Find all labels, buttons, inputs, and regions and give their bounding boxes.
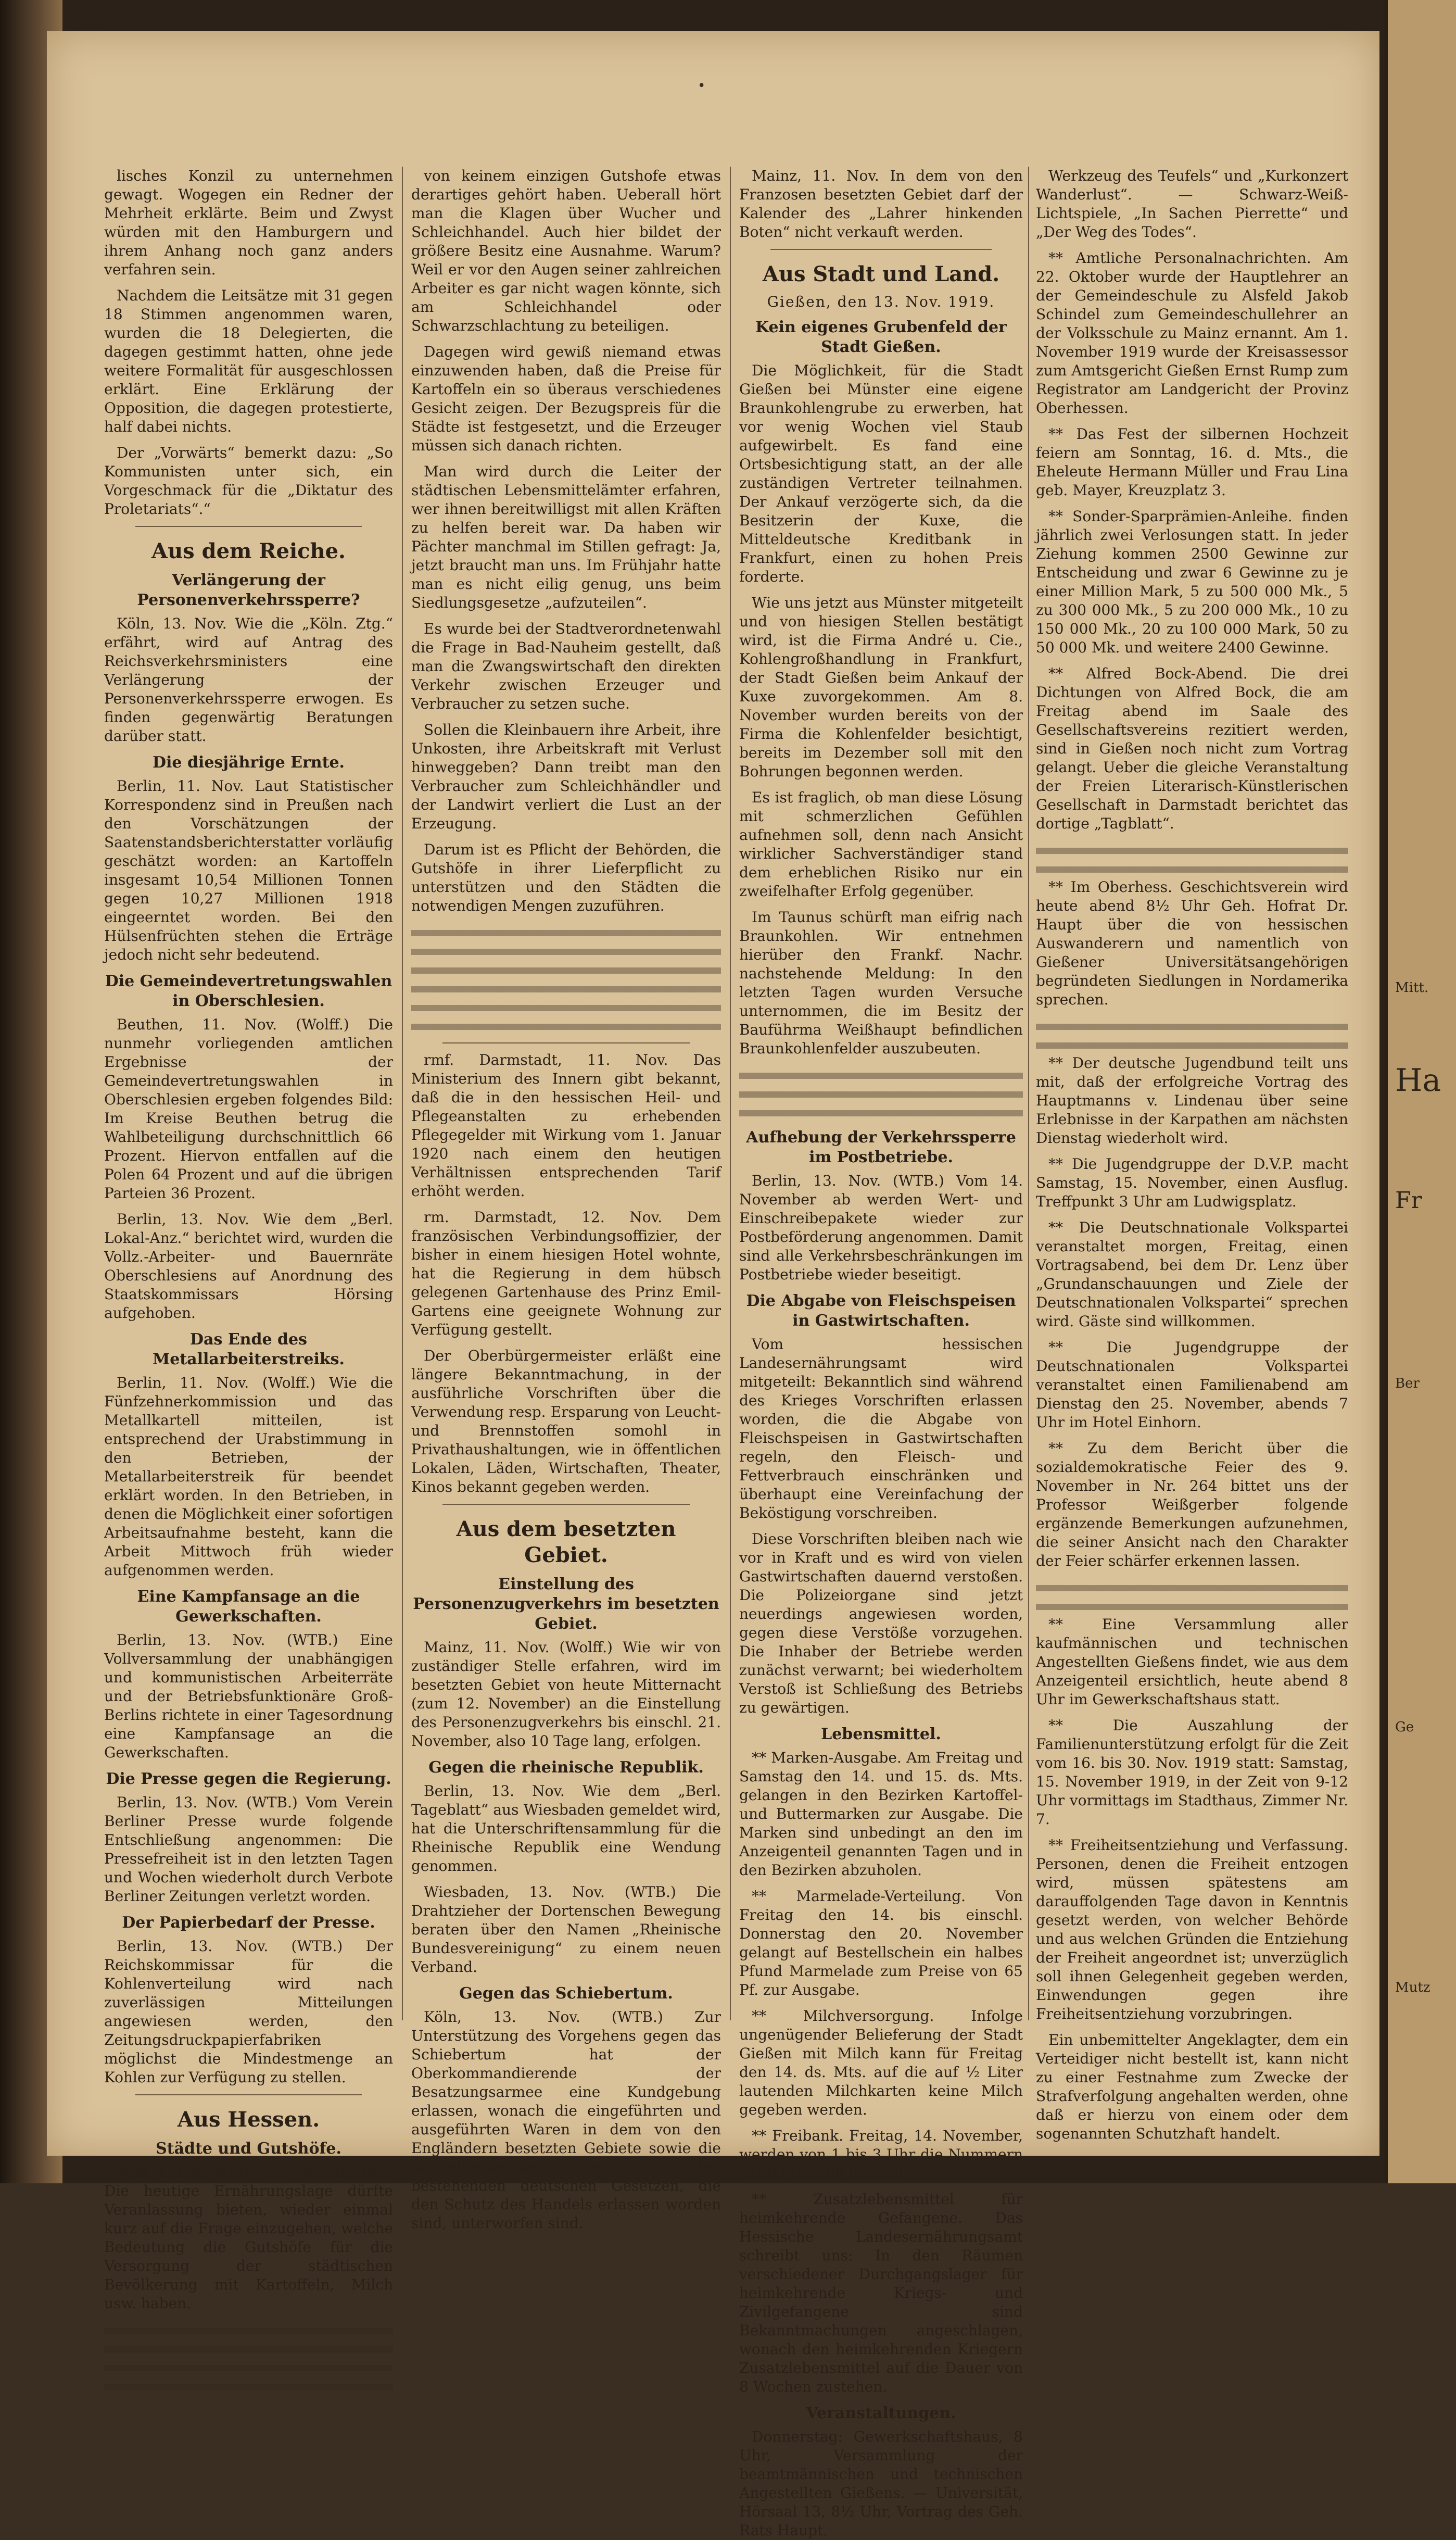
- illegible-text: [104, 2358, 393, 2376]
- article-text: ** Die Auszahlung der Familienunterstützung erfolgt für die Zeit vom 16. bis 30. Nov. 1919 statt: Samstag, 15. November 1919, in der Zeit von 9-12 Uhr vormittags im Stadthaus, Zimmer Nr. 7.: [1036, 1717, 1348, 1828]
- adjacent-page-fragment: Fr: [1395, 1187, 1422, 1214]
- adjacent-page-edge: [1385, 0, 1456, 2183]
- section-heading: Aus dem besetzten Gebiet.: [456, 1517, 676, 1567]
- article-text: Mainz, 11. Nov. In dem von den Franzosen besetzten Gebiet darf der Kalender des „Lahrer hinkenden Boten“ nicht verkauft werden.: [739, 167, 1023, 241]
- adjacent-page-fragment: Mitt.: [1395, 980, 1429, 996]
- article-heading: Die diesjährige Ernte.: [153, 753, 345, 772]
- article-heading: Gegen die rheinische Republik.: [428, 1758, 704, 1777]
- article-text: Wiesbaden, 13. Nov. (WTB.) Die Drahtzieher der Dortenschen Bewegung beraten über den Namen „Rheinische Bundesvereinigung“ zu einem neuen Verband.: [411, 1883, 721, 1976]
- illegible-text: [104, 2320, 393, 2339]
- article-heading: Lebensmittel.: [821, 1725, 941, 1743]
- separator: [442, 1042, 690, 1043]
- article-heading: Aufhebung der Verkehrssperre im Postbetriebe.: [746, 1128, 1016, 1166]
- dateline: Gießen, den 13. Nov. 1919.: [767, 293, 995, 310]
- article-text: Donnerstag: Gewerkschaftshaus, 8 Uhr, Versammlung der beamtmännischen und technischen Angestellten Gießens. — Universität, Hörsaal 13, 8½ Uhr, Vortrag des Geh. Rats Haupt.: [739, 2428, 1023, 2539]
- article-heading: Eine Kampfansage an die Gewerkschaften.: [137, 1588, 360, 1626]
- article-text: Wie uns jetzt aus Münster mitgeteilt und von hiesigen Stellen bestätigt wird, ist die Firma André u. Cie., Kohlengroßhandlung in Frankfurt, der Stadt Gießen beim Ankauf der Kuxe zuvorgekommen. Am 8. November wurden bereits von der Firma die Kohlenfelder besichtigt, bereits im Dezember soll mit den Bohrungen begonnen werden.: [739, 594, 1023, 780]
- column-rule: [730, 167, 731, 2020]
- separator: [770, 249, 992, 250]
- article-text: ** Im Oberhess. Geschichtsverein wird heute abend 8½ Uhr Geh. Hofrat Dr. Haupt über die von hessischen Auswanderern und namentlich von Gießener Universitätsangehörigen begründeten Siedlungen in Nordamerika sprechen.: [1036, 878, 1348, 1008]
- adjacent-page-fragment: Ber: [1395, 1376, 1420, 1391]
- adjacent-page-fragment: Ge: [1395, 1719, 1414, 1735]
- article-heading: Die Abgabe von Fleischspeisen in Gastwirtschaften.: [746, 1292, 1016, 1330]
- article-text: lisches Konzil zu unternehmen gewagt. Wogegen ein Redner der Mehrheit erklärte. Beim und Zwyst würden mit den Hamburgern und ihrem Anhang noch ganz anders verfahren sein.: [104, 167, 393, 278]
- article-text: Beuthen, 11. Nov. (Wolff.) Die nunmehr vorliegenden amtlichen Ergebnisse der Gemeindevertretungswahlen in Oberschlesien ergeben folgendes Bild: Im Kreise Beuthen betrug die Wahlbeteiligung durchschnittlich 66 Prozent. Hiervon entfallen auf die Polen 64 Prozent und auf die übrigen Parteien 36 Prozent.: [104, 1016, 393, 1202]
- article-text: Diese Vorschriften bleiben nach wie vor in Kraft und es wird von vielen Gastwirtschaften dauernd verstoßen. Die Polizeiorgane sind jetzt neuerdings angewiesen worden, gegen diese Verstöße vorzugehen. Die Inhaber der Betriebe werden zunächst verwarnt; bei wiederholtem Verstoß ist Schließung des Betriebs zu gewärtigen.: [739, 1530, 1023, 1716]
- article-text: rm. Darmstadt, 12. Nov. Dem französischen Verbindungsoffizier, der bisher in einem hiesigen Hotel wohnte, hat die Regierung in dem hübsch gelegenen Gartenhause des Prinz Emil-Gartens eine geeignete Wohnung zur Verfügung gestellt.: [411, 1209, 721, 1338]
- section-heading: Aus Hessen.: [177, 2107, 320, 2132]
- illegible-text: [411, 979, 721, 998]
- article-heading: Kein eigenes Grubenfeld der Stadt Gießen.: [755, 318, 1007, 356]
- illegible-text: [739, 1103, 1023, 1122]
- article-text: ** Eine Versammlung aller kaufmännischen und technischen Angestellten Gießens findet, wie aus dem Anzeigenteil ersichtlich, heute abend 8 Uhr im Gewerkschaftshaus statt.: [1036, 1616, 1348, 1708]
- illegible-text: [411, 941, 721, 960]
- article-text: ** Zusatzlebensmittel für heimkehrende Gefangene. Das Hessische Landesernährungsamt schreibt uns: In den Räumen verschiedener Durchgangslager für heimkehrende Kriegs- und Zivilgefangene sind Bekanntmachungen angeschlagen, wonach den heimkehrenden Kriegern Zusatzlebensmittel auf die Dauer von 8 Wochen zustehen.: [739, 2191, 1023, 2395]
- article-text: ** Alfred Bock-Abend. Die drei Dichtungen von Alfred Bock, die am Freitag abend im Saale des Gesellschaftsvereins rezitiert werden, sind in Gießen noch nicht zum Vortrag gelangt. Ueber die gleiche Veranstaltung der Freien Literarisch-Künstlerischen Gesellschaft in Darmstadt berichtet das dortige „Tagblatt“.: [1036, 665, 1348, 832]
- article-text: ** Amtliche Personalnachrichten. Am 22. Oktober wurde der Hauptlehrer an der Gemeindeschule zu Alsfeld Jakob Schindel zum Gemeindeschullehrer an der Volksschule zu Mainz ernannt. Am 1. November 1919 wurde der Kreisassessor zum Amtsgericht Gießen Ernst Rump zum Registrator am Landgericht der Provinz Oberhessen.: [1036, 249, 1348, 417]
- article-text: Darum ist es Pflicht der Behörden, die Gutshöfe in ihrer Lieferpflicht zu unterstützen und den Städten die notwendigen Mengen zuzuführen.: [411, 841, 721, 914]
- article-heading: Das Ende des Metallarbeiterstreiks.: [153, 1330, 345, 1368]
- illegible-text: [411, 960, 721, 979]
- article-text: ** Freibank. Freitag, 14. November, werden von 1 bis 3 Uhr die Nummern 3150 bis 3200 bedient.: [739, 2127, 1023, 2182]
- article-text: Berlin, 11. Nov. (Wolff.) Wie die Fünfzehnerkommission und das Metallkartell mitteilen, ist entsprechend der Urabstimmung in den Betrieben, der Metallarbeiterstreik für beendet erklärt worden. In den Betrieben, in denen die Möglichkeit einer sofortigen Arbeitsaufnahme besteht, kann die Arbeit Mittwoch früh wieder aufgenommen werden.: [104, 1374, 393, 1579]
- article-text: ** Das Fest der silbernen Hochzeit feiern am Sonntag, 16. d. Mts., die Eheleute Hermann Müller und Frau Lina geb. Mayer, Kreuzplatz 3.: [1036, 425, 1348, 499]
- article-text: Vom hessischen Landesernährungsamt wird mitgeteilt: Bekanntlich sind während des Krieges Vorschriften erlassen worden, die die Abgabe von Fleischspeisen in Gastwirtschaften regeln, den Fleisch- und Fettverbrauch einschränken und überhaupt eine Vereinfachung der Beköstigung vorschreiben.: [739, 1336, 1023, 1522]
- article-text: ** Freiheitsentziehung und Verfassung. Personen, denen die Freiheit entzogen wird, müssen spätestens am darauffolgenden Tage davon in Kenntnis gesetzt werden, von welcher Behörde und aus welchen Gründen die Entziehung der Freiheit angeordnet ist; unverzüglich soll ihnen Gelegenheit gegeben werden, Einwendungen gegen ihre Freiheitsentziehung vorzubringen.: [1036, 1837, 1348, 2022]
- article-heading: Die Gemeindevertretungswahlen in Oberschlesien.: [105, 972, 393, 1010]
- article-text: Mainz, 11. Nov. (Wolff.) Wie wir von zuständiger Stelle erfahren, wird im besetzten Gebiet von heute Mitternacht (zum 12. November) an die Einstellung des Personenzugverkehrs bis einschl. 21. November, also 10 Tage lang, erfolgen.: [411, 1639, 721, 1750]
- article-text: Im Taunus schürft man eifrig nach Braunkohlen. Wir entnehmen hierüber den Frankf. Nachr. nachstehende Meldung: In den letzten Tagen wurden Versuche unternommen, die im Besitz der Bauführma Weißhaupt befindlichen Braunkohlenfelder auszubeuten.: [739, 909, 1023, 1057]
- article-text: Köln, 13. Nov. (WTB.) Zur Unterstützung des Vorgehens gegen das Schiebertum hat der Oberkommandierende der Besatzungsarmee eine Kundgebung erlassen, wonach die eingeführten und ausgeführten Waren in dem von den Engländern besetzten Gebiete sowie die handeltreibenden Personen den bestehenden deutschen Gesetzen, die den Schutz des Handels erlassen worden sind, unterworfen sind.: [411, 2008, 721, 2232]
- article-text: Man wird durch die Leiter der städtischen Lebensmittelämter erfahren, wer ihnen bereitwilligst mit allen Kräften zu helfen bereit war. Da haben wir Pächter manchmal im Stillen gefragt: Ja, jetzt braucht man uns. Im Frühjahr hatte man es nicht eilig genug, uns beim Siedlungsgesetze „aufzuteilen“.: [411, 463, 721, 611]
- article-text: ** Sonder-Sparprämien-Anleihe. finden jährlich zwei Verlosungen statt. In jeder Ziehung kommen 2500 Gewinne zur Entscheidung und zwar 6 Gewinne zu je einer Million Mark, 5 zu 500 000 Mk., 5 zu 300 000 Mk., 5 zu 200 000 Mk., 10 zu 150 000 Mk., 20 zu 100 000 Mark, 50 zu 50 000 Mk. und weitere 2400 Gewinne.: [1036, 508, 1348, 656]
- article-text: Berlin, 13. Nov. (WTB.) Vom 14. November ab werden Wert- und Einschreibepakete wieder zur Postbeförderung angenommen. Damit sind alle Verkehrsbeschränkungen im Postbetriebe wieder beseitigt.: [739, 1172, 1023, 1283]
- article-heading: Einstellung des Personenzugverkehrs im besetzten Gebiet.: [413, 1575, 719, 1633]
- article-heading: Der Papierbedarf der Presse.: [122, 1914, 375, 1932]
- illegible-text: [411, 1016, 721, 1035]
- column-3: [739, 167, 1023, 2539]
- illegible-text: [739, 1084, 1023, 1103]
- article-text: Es ist fraglich, ob man diese Lösung mit schmerzlichen Gefühlen aufnehmen soll, denn nach Ansicht wirklicher Sachverständiger stand dem erheblichen Risiko nur ein zweifelhafter Erfolg gegenüber.: [739, 789, 1023, 900]
- article-text: Berlin, 13. Nov. (WTB.) Vom Verein Berliner Presse wurde folgende Entschließung angenommen: Die Pressefreiheit ist in den letzten Tagen und Wochen wiederholt durch Verbote Berliner Zeitungen verletzt worden.: [104, 1794, 393, 1905]
- article-heading: Städte und Gutshöfe.: [156, 2140, 341, 2158]
- article-text: Der „Vorwärts“ bemerkt dazu: „So Kommunisten unter sich, ein Vorgeschmack für die „Diktatur des Proletariats“.“: [104, 444, 393, 518]
- article-heading: Verlängerung der Personenverkehrssperre?: [137, 571, 360, 609]
- column-4: [1036, 167, 1348, 2142]
- article-text: ** Die Jugendgruppe der Deutschnationalen Volkspartei veranstaltet einen Familienabend am Dienstag den 25. November, abends 7 Uhr im Hotel Einhorn.: [1036, 1339, 1348, 1431]
- article-text: ** Milchversorgung. Infolge ungenügender Belieferung der Stadt Gießen mit Milch kann für Freitag den 14. ds. Mts. auf die auf ½ Liter lautenden Milchkarten keine Milch gegeben werden.: [739, 2007, 1023, 2118]
- article-text: Werkzeug des Teufels“ und „Kurkonzert Wanderlust“. — Schwarz-Weiß-Lichtspiele, „In Sachen Pierrette“ und „Der Weg des Todes“.: [1036, 167, 1348, 241]
- column-1: [104, 167, 393, 2312]
- illegible-text: [1036, 840, 1348, 859]
- article-text: Der Oberbürgermeister erläßt eine längere Bekanntmachung, in der ausführliche Vorschriften über die Verwendung resp. Ersparung von Leucht- und Brennstoffen somohl in Privathaushaltungen, wie in öffentlichen Lokalen, Läden, Wirtschaften, Theater, Kinos bekannt gegeben werden.: [411, 1347, 721, 1495]
- article-text: Ein unbemittelter Angeklagter, dem ein Verteidiger nicht bestellt ist, kann nicht zu einer Festnahme zum Zwecke der Strafverfolgung angehalten werden, ohne daß er hierzu von einem oder dem sogenannten Schutzhaft handelt.: [1036, 2031, 1348, 2142]
- column-2: [411, 167, 721, 2232]
- article-text: Berlin, 13. Nov. (WTB.) Der Reichskommissar für die Kohlenverteilung wird nach zuverlässigen Mitteilungen angewiesen werden, den Zeitungsdruckpapierfabriken möglichst die Mindestmenge an Kohlen zur Verfügung zu stellen.: [104, 1938, 393, 2086]
- article-text: Es wurde bei der Stadtverordnetenwahl die Frage in Bad-Nauheim gestellt, daß man die Zwangswirtschaft den direkten Verkehr zwischen Erzeuger und Verbraucher zu setzen suche.: [411, 620, 721, 712]
- section-heading: Aus dem Reiche.: [151, 539, 346, 563]
- article-text: Köln, 13. Nov. Wie die „Köln. Ztg.“ erfährt, wird auf Antrag des Reichsverkehrsministers eine Verlängerung der Personenverkehrssperre erwogen. Es finden gegenwärtig Beratungen darüber statt.: [104, 615, 393, 745]
- illegible-text: [411, 923, 721, 941]
- article-text: ** Die Jugendgruppe der D.V.P. macht Samstag, 15. November, einen Ausflug. Treffpunkt 3 Uhr am Ludwigsplatz.: [1036, 1155, 1348, 1210]
- illegible-text: [1036, 1035, 1348, 1054]
- article-text: Berlin, 13. Nov. Wie dem „Berl. Tageblatt“ aus Wiesbaden gemeldet wird, hat die Unterschriftensammlung für die Rheinische Republik eine Wendung genommen.: [411, 1782, 721, 1875]
- illegible-text: [104, 2376, 393, 2395]
- adjacent-page-fragment: Ha: [1395, 1062, 1441, 1099]
- illegible-text: [1036, 859, 1348, 878]
- article-text: von keinem einzigen Gutshofe etwas derartiges gehört haben. Ueberall hört man die Klagen über Wucher und Schleichhandel. Auch hier bildet der größere Besitz eine Ausnahme. Warum? Weil er vor den Augen seiner zahlreichen Arbeiter es gar nicht wagen könnte, sich am Schleichhandel oder Schwarzschlachtung zu beteiligen.: [411, 167, 721, 334]
- article-text: rmf. Darmstadt, 11. Nov. Das Ministerium des Innern gibt bekannt, daß die in den hessischen Heil- und Pflegeanstalten zu erhebenden Pflegegelder mit Wirkung vom 1. Januar 1920 nach einem den heutigen Verhältnissen entsprechenden Tarif erhöht werden.: [411, 1051, 721, 1200]
- illegible-text: [739, 1065, 1023, 1084]
- illegible-text: [104, 2339, 393, 2358]
- article-text: Dagegen wird gewiß niemand etwas einzuwenden haben, daß die Preise für Kartoffeln ein so überaus verschiedenes Gesicht zeigen. Der Bezugspreis für die Städte ist festgesetzt, und die Erzeuger müssen sich danach richten.: [411, 343, 721, 454]
- article-text: ** Marmelade-Verteilung. Von Freitag den 14. bis einschl. Donnerstag den 20. November gelangt auf Bestellschein ein halbes Pfund Marmelade zum Preise von 65 Pf. zur Ausgabe.: [739, 1888, 1023, 1998]
- separator: [135, 2094, 362, 2095]
- article-heading: Gegen das Schiebertum.: [459, 1984, 673, 2003]
- column-rule: [1028, 167, 1029, 2020]
- adjacent-page-fragment: Mutz: [1395, 1980, 1430, 1995]
- section-heading: Aus Stadt und Land.: [762, 262, 1000, 286]
- article-heading: Die Presse gegen die Regierung.: [106, 1770, 391, 1788]
- page-marker: •: [698, 78, 706, 94]
- article-text: Die Möglichkeit, für die Stadt Gießen bei Münster eine eigene Braunkohlengrube zu erwerben, hat vor wenig Wochen viel Staub aufgewirbelt. Es fand eine Ortsbesichtigung statt, an der alle zuständigen Vertreter teilnahmen. Der Ankauf verzögerte sich, da die Besitzerin der Kuxe, die Mitteldeutsche Kreditbank in Frankfurt, einen zu hohen Preis forderte.: [739, 362, 1023, 585]
- article-text: ** Marken-Ausgabe. Am Freitag und Samstag den 14. und 15. ds. Mts. gelangen in den Bezirken Kartoffel- und Buttermarken zur Ausgabe. Die Marken sind unbedingt an den im Anzeigenteil genannten Tagen und in den Bezirken abzuholen.: [739, 1749, 1023, 1879]
- article-text: Berlin, 11. Nov. Laut Statistischer Korrespondenz sind in Preußen nach den Vorschätzungen der Saatenstandsberichterstatter vorläufig geschätzt worden: an Kartoffeln insgesamt 10,54 Millionen Tonnen gegen 10,27 Millionen 1918 eingeerntet worden. Bei den Hülsenfrüchten stehen die Erträge jedoch nicht sehr bedeutend.: [104, 777, 393, 963]
- article-text: Vom Lande wird uns geschrieben: Die heutige Ernährungslage dürfte Veranlassung bieten, wieder einmal kurz auf die Frage einzugehen, welche Bedeutung die Gutshöfe für die Versorgung der städtischen Bevölkerung mit Kartoffeln, Milch usw. haben.: [104, 2164, 393, 2312]
- article-text: ** Zu dem Bericht über die sozialdemokratische Feier des 9. November in Nr. 264 bittet uns der Professor Weißgerber folgende ergänzende Bemerkungen aufzunehmen, die seiner Ansicht nach den Charakter der Feier schärfer erkennen lassen.: [1036, 1440, 1348, 1569]
- illegible-text: [1036, 1016, 1348, 1035]
- separator: [135, 526, 362, 527]
- article-text: Sollen die Kleinbauern ihre Arbeit, ihre Unkosten, ihre Arbeitskraft mit Verlust hinweggeben? Dann treibt man den Verbraucher zum Schleichhändler und der Landwirt verliert die Lust an der Erzeugung.: [411, 721, 721, 832]
- illegible-text: [1036, 1596, 1348, 1615]
- article-heading: Veranstaltungen.: [806, 2404, 956, 2422]
- article-text: Berlin, 13. Nov. Wie dem „Berl. Lokal-Anz.“ berichtet wird, wurden die Vollz.-Arbeiter- und Bauernräte Oberschlesiens auf Anordnung des Staatskommissars Hörsing aufgehoben.: [104, 1211, 393, 1322]
- illegible-text: [411, 998, 721, 1016]
- illegible-text: [1036, 1578, 1348, 1596]
- article-text: Berlin, 13. Nov. (WTB.) Eine Vollversammlung der unabhängigen und kommunistischen Arbeiterräte und der Betriebsfunktionäre Groß-Berlins richtete in einer Tagesordnung eine Kampfansage an die Gewerkschaften.: [104, 1631, 393, 1761]
- separator: [442, 1504, 690, 1505]
- column-rule: [402, 167, 403, 2020]
- article-text: Nachdem die Leitsätze mit 31 gegen 18 Stimmen angenommen waren, wurden die 18 Delegierten, die dagegen gestimmt hatten, ohne jede weitere Formalität für ausgeschlossen erklärt. Eine Erklärung der Opposition, die dagegen protestierte, half dabei nichts.: [104, 287, 393, 435]
- article-text: ** Die Deutschnationale Volkspartei veranstaltet morgen, Freitag, einen Vortragsabend, bei dem Dr. Lenz über „Grundanschauungen und Ziele der Deutschnationalen Volkspartei“ sprechen wird. Gäste sind willkommen.: [1036, 1219, 1348, 1330]
- article-text: ** Der deutsche Jugendbund teilt uns mit, daß der erfolgreiche Vortrag des Hauptmanns v. Lindenau über seine Erlebnisse in der Karpathen am nächsten Dienstag wiederholt wird.: [1036, 1054, 1348, 1147]
